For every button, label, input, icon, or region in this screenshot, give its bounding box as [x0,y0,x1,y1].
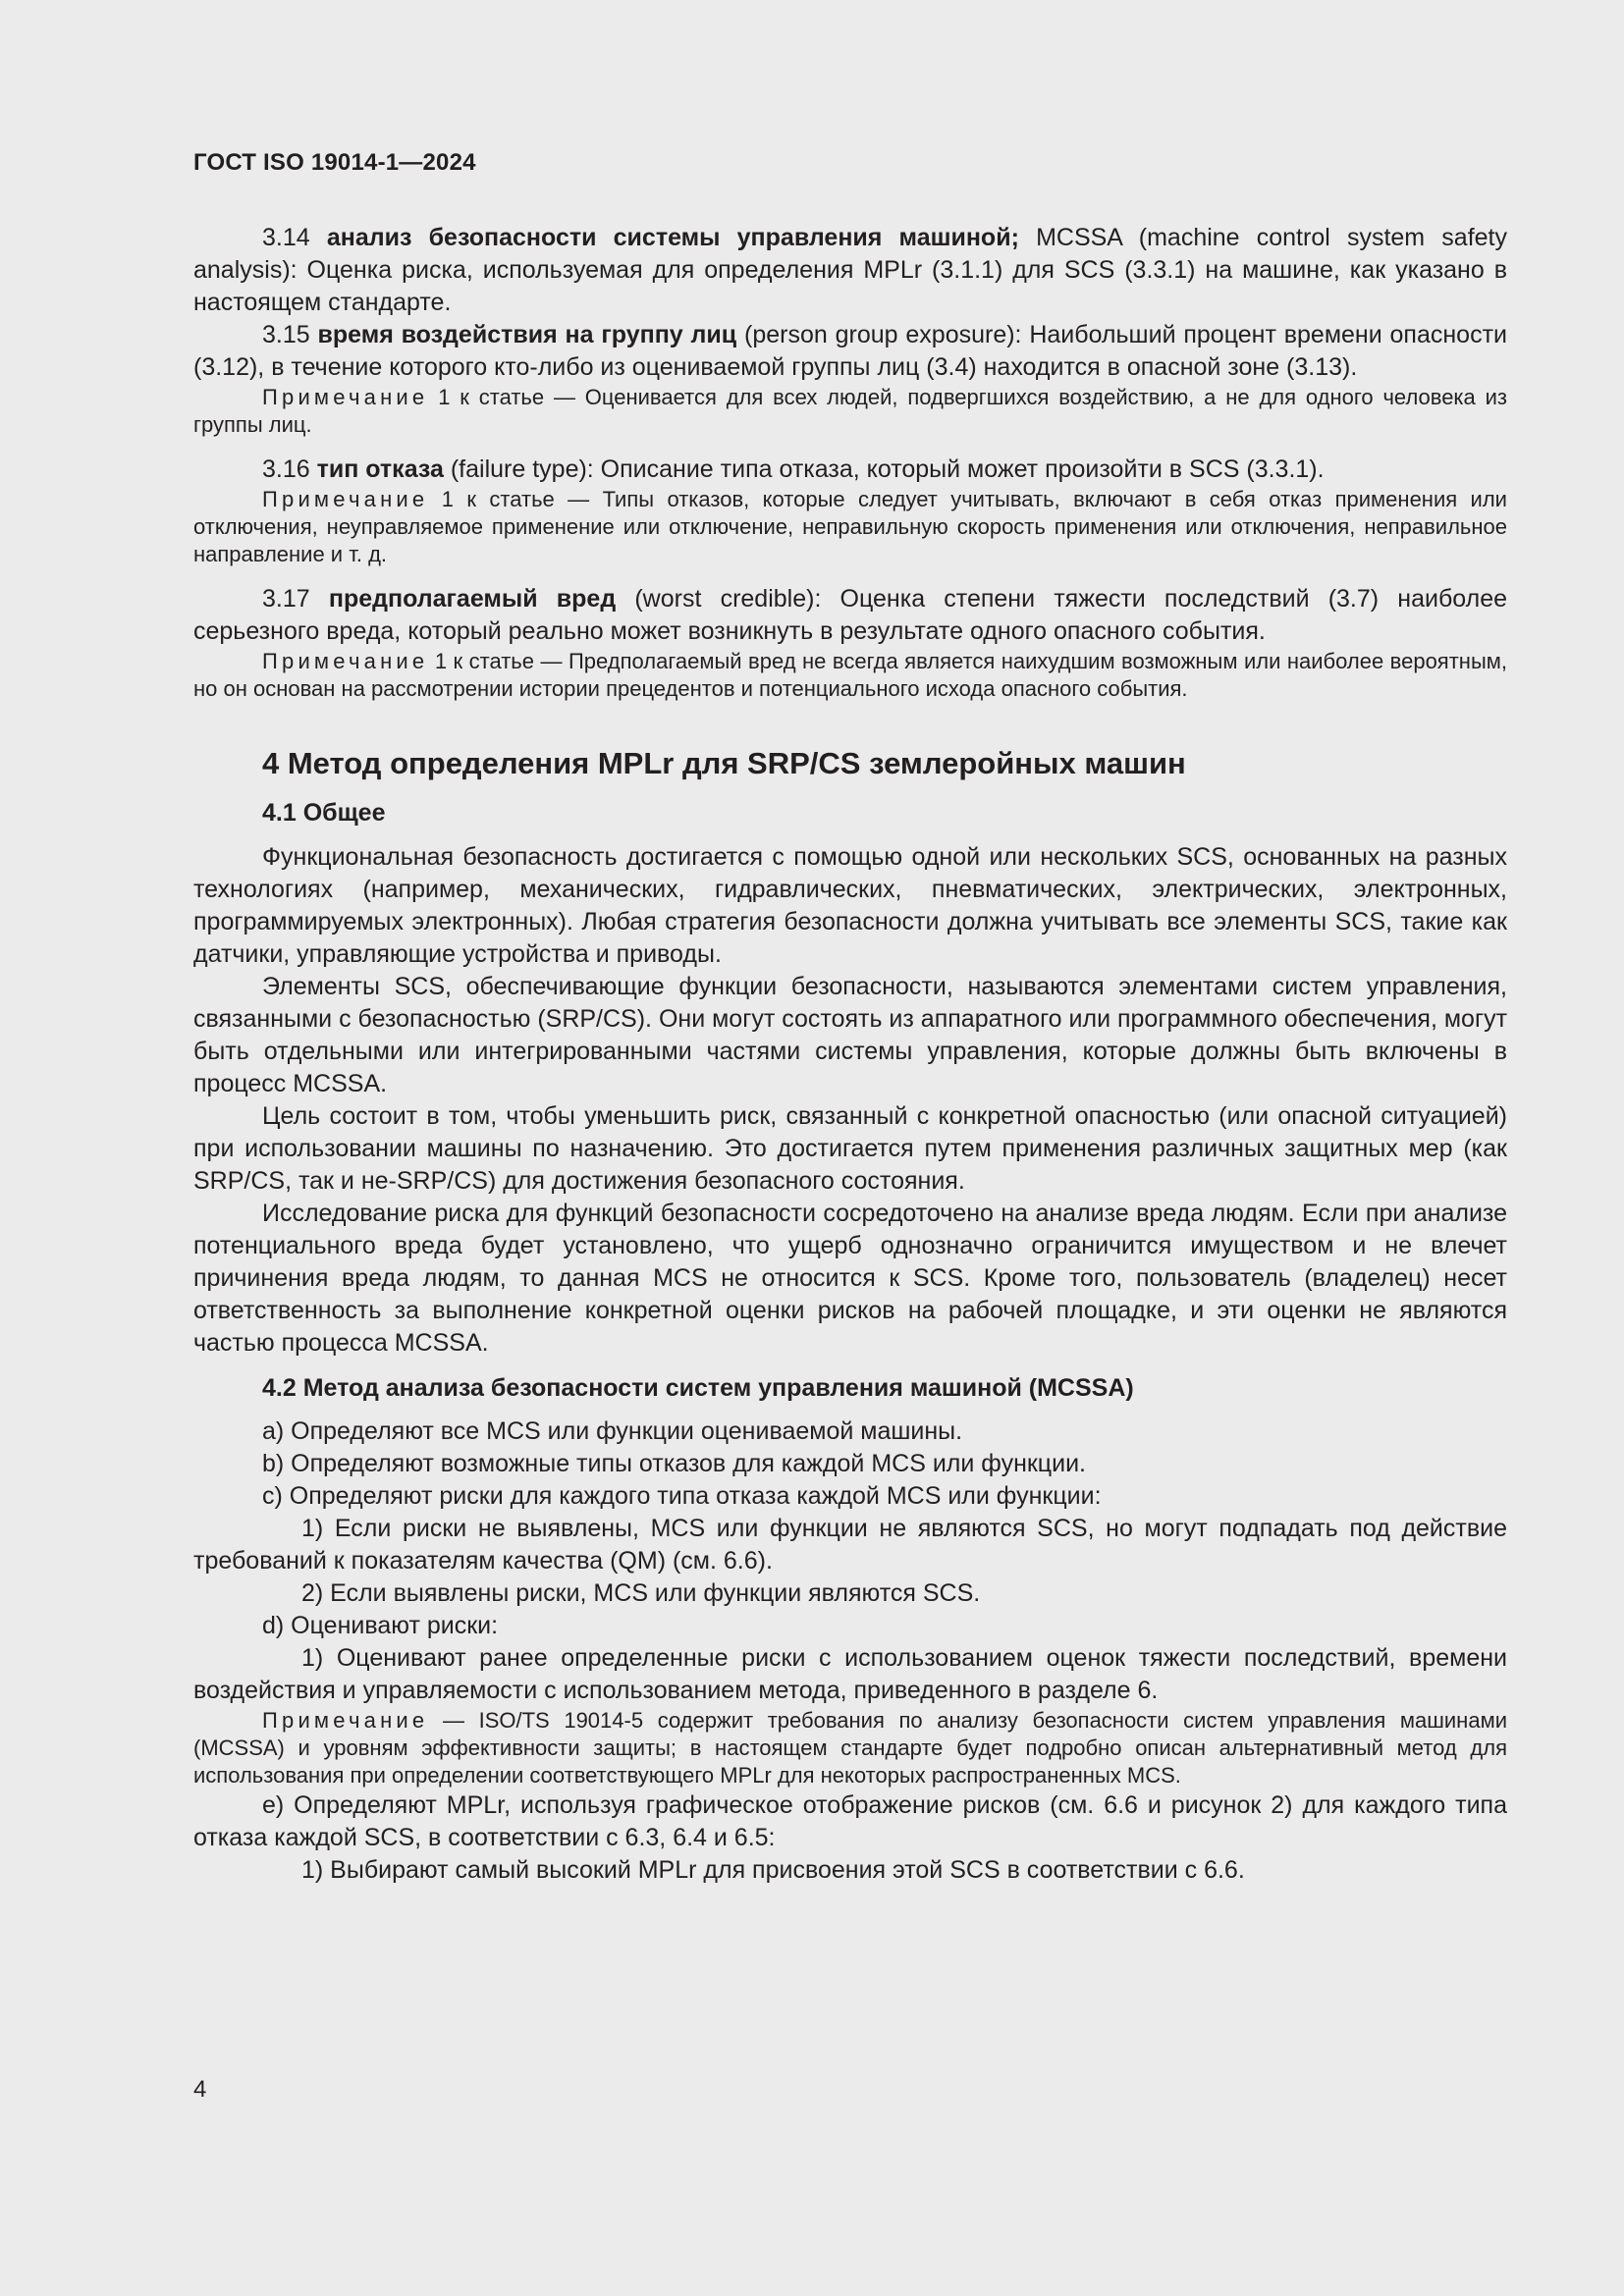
term-name: предполагаемый вред [328,585,617,613]
note-3-15 [193,384,1507,439]
term-number: 3.17 [262,585,310,613]
note-label: Примечание [262,649,429,673]
note-3-17 [193,648,1507,703]
list-item-e: e) Определяют MPLr, используя графическое отображение рисков (см. 6.6 и рисунок 2) для каждого типа отказа каждой SCS, в соответствии с 6.3, 6.4 и 6.5: [193,1791,1507,1851]
term-definition: (failure type): Описание типа отказа, который может произойти в SCS (3.3.1). [443,455,1325,483]
note-label: Примечание [262,385,429,409]
list-item-c: c) Определяют риски для каждого типа отказа каждой MCS или функции: [262,1482,1102,1510]
note-text: 1 к статье — Оценивается для всех людей, подвергшихся воздействию, а не для одного человека из группы лиц. [193,385,1507,437]
list-item-c1: 1) Если риски не выявлены, MCS или функции не являются SCS, но могут подпадать под действие требований к показателям качества (QM) (см. 6.6). [193,1515,1507,1575]
note-text: 1 к статье — Типы отказов, которые следует учитывать, включают в себя отказ применения или отключения, неуправляемое применение или отключение, неправильную скорость применения или отключения, неправильное направление и т. д. [193,487,1507,566]
list-item-e1: 1) Выбирают самый высокий MPLr для присвоения этой SCS в соответствии с 6.6. [301,1856,1245,1884]
note-3-16 [193,486,1507,568]
document-header: ГОСТ ISO 19014-1—2024 [193,149,476,176]
list-item-d: d) Оценивают риски: [262,1612,499,1639]
list-item-c2: 2) Если выявлены риски, MCS или функции являются SCS. [301,1579,981,1607]
paragraph: Элементы SCS, обеспечивающие функции безопасности, называются элементами систем управления, связанными с безопасностью (SRP/CS). Они могут состоять из аппаратного или программного обеспечения, могут быть отдельными или интегрированными частями системы управления, которые должны быть включены в процесс MCSSA. [193,973,1508,1097]
section-4-1-title: 4.1 Общее [262,799,386,827]
list-item-b: b) Определяют возможные типы отказов для каждой MCS или функции. [262,1450,1087,1477]
section-4-2-title: 4.2 Метод анализа безопасности систем управления машиной (MCSSA) [262,1374,1134,1402]
document-body [193,222,1507,1887]
paragraph: Исследование риска для функций безопасности сосредоточено на анализе вреда людям. Если при анализе потенциального вреда будет установлено, что ущерб однозначно ограничится имуществом и не влечет причинения вреда людям, то данная MCS не относится к SCS. Кроме того, пользователь (владелец) несет ответственность за выполнение конкретной оценки рисков на рабочей площадке, и эти оценки не являются частью процесса MCSSA. [193,1200,1507,1357]
term-number: 3.16 [262,455,310,483]
term-definition: MCSSA (machine control system safety analysis): Оценка риска, используемая для определения MPLr (3.1.1) для SCS (3.3.1) на машине, как указано в настоящем стандарте. [193,224,1507,316]
term-name: анализ безопасности системы управления машиной; [326,224,1019,251]
term-number: 3.14 [262,224,310,251]
paragraph: Функциональная безопасность достигается с помощью одной или нескольких SCS, основанных на разных технологиях (например, механических, гидравлических, пневматических, электрических, электронных, программируемых электронных). Любая стратегия безопасности должна учитывать все элементы SCS, такие как датчики, управляющие устройства и приводы. [193,843,1507,968]
term-definition: (worst credible): Оценка степени тяжести последствий (3.7) наиболее серьезного вреда, который реально может возникнуть в результате одного опасного события. [193,585,1508,645]
list-item-a: a) Определяют все MCS или функции оцениваемой машины. [262,1417,963,1445]
section-4-title: 4 Метод определения MPLr для SRP/CS землеройных машин [262,746,1186,780]
note-label: Примечание [262,487,429,511]
page-number: 4 [193,2076,207,2103]
term-3-17 [193,583,1507,648]
term-3-15 [193,319,1507,384]
term-3-14 [193,222,1507,319]
paragraph: Цель состоит в том, чтобы уменьшить риск, связанный с конкретной опасностью (или опасной ситуацией) при использовании машины по назначению. Это достигается путем применения различных защитных мер (как SRP/CS, так и не-SRP/CS) для достижения безопасного состояния. [193,1102,1507,1195]
note-text: 1 к статье — Предполагаемый вред не всегда является наихудшим возможным или наиболее вероятным, но он основан на рассмотрении истории прецедентов и потенциального исхода опасного события. [193,649,1507,701]
term-number: 3.15 [262,321,310,348]
term-definition: (person group exposure): Наибольший процент времени опасности (3.12), в течение которого кто-либо из оцениваемой группы лиц (3.4) находится в опасной зоне (3.13). [193,321,1507,381]
list-item-d1: 1) Оценивают ранее определенные риски с использованием оценок тяжести последствий, времени воздействия и управляемости с использованием метода, приведенного в разделе 6. [193,1644,1507,1704]
term-name: тип отказа [316,455,444,483]
term-name: время воздействия на группу лиц [317,321,737,348]
term-3-16 [193,454,1507,486]
note-4-2 [193,1707,1507,1789]
note-text: — ISO/TS 19014-5 содержит требования по анализу безопасности систем управления машинами (MCSSA) и уровням эффективности защиты; в настоящем стандарте будет подробно описан альтернативный метод для использования при определении соответствующего MPLr для некоторых распространенных MCS. [193,1708,1507,1788]
note-label: Примечание [262,1708,429,1733]
